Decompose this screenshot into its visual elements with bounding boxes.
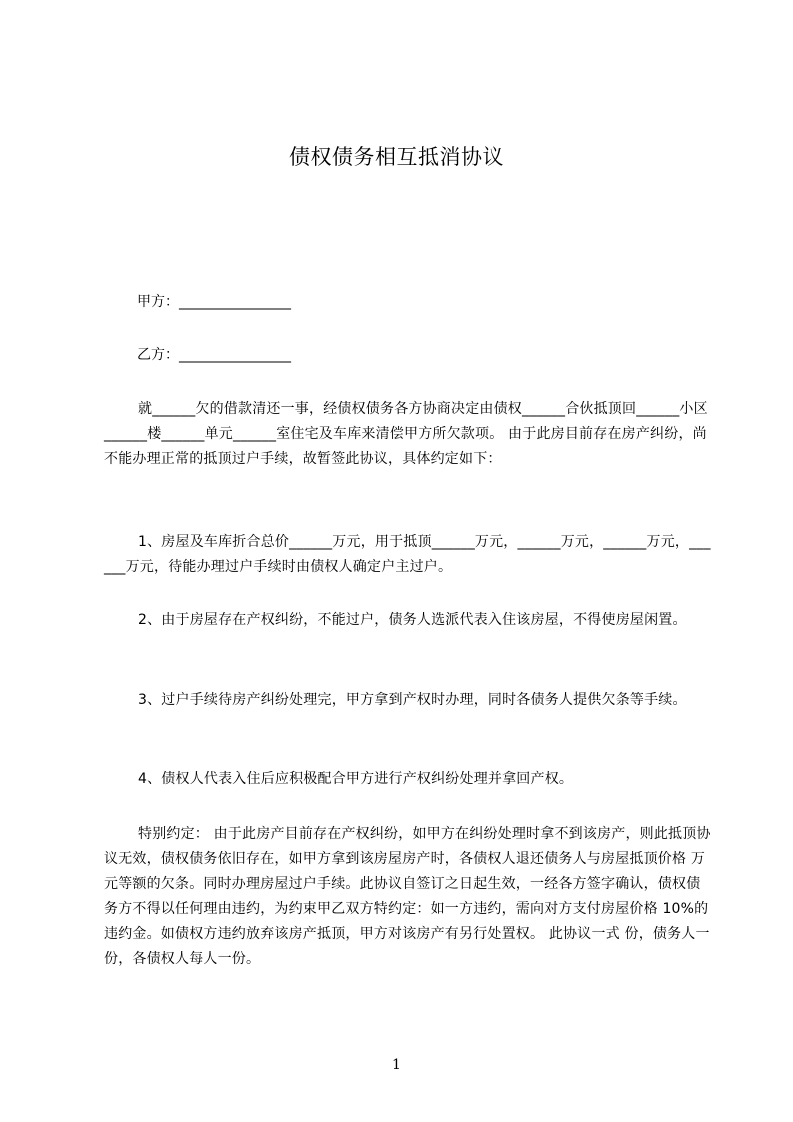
special-terms-paragraph: 特别约定： 由于此房产目前存在产权纠纷，如甲方在纠纷处理时拿不到该房产，则此抵顶协议无效，债权债务依旧存在，如甲方拿到该房屋房产时，各债权人退还债务人与房屋抵顶价格 万元等额的欠条。同时办理房屋过户手续。此协议自签订之日起生效，一经各方签字确认，债权债务方不得以任何理由违约，为约束甲乙双方特约定：如一方违约，需向对方支付房屋价格 10%的违约金。如债权方违约放弃该房产抵顶，甲方对该房产有另行处置权。 此协议一式 份，债务人一份，各债权人每人一份。: [104, 826, 711, 967]
party-a-line: 甲方：________________: [137, 294, 291, 310]
clause-2: 2、由于房屋存在产权纠纷，不能过户，债务人选派代表入住该房屋，不得使房屋闲置。: [138, 612, 687, 628]
document-title: 债权债务相互抵消协议: [289, 145, 504, 169]
clause-1: 1、房屋及车库折合总价______万元，用于抵顶______万元，______万元，______万元，______万元，待能办理过户手续时由债权人确定户主过户。: [104, 534, 711, 575]
clause-4: 4、债权人代表入住后应积极配合甲方进行产权纠纷处理并拿回产权。: [138, 771, 574, 787]
clause-3: 3、过户手续待房产纠纷处理完，甲方拿到产权时办理，同时各债务人提供欠条等手续。: [138, 692, 687, 708]
preamble-paragraph: 就______欠的借款清还一事，经债权债务各方协商决定由债权______合伙抵顶回______小区______楼______单元______室住宅及车库来清偿甲方所欠款项。 由于此房目前存在房产纠纷，尚不能办理正常的抵顶过户手续，故暂签此协议，具体约定如下：: [104, 401, 708, 467]
page-number: 1: [392, 1057, 401, 1073]
party-b-line: 乙方：________________: [137, 347, 291, 363]
